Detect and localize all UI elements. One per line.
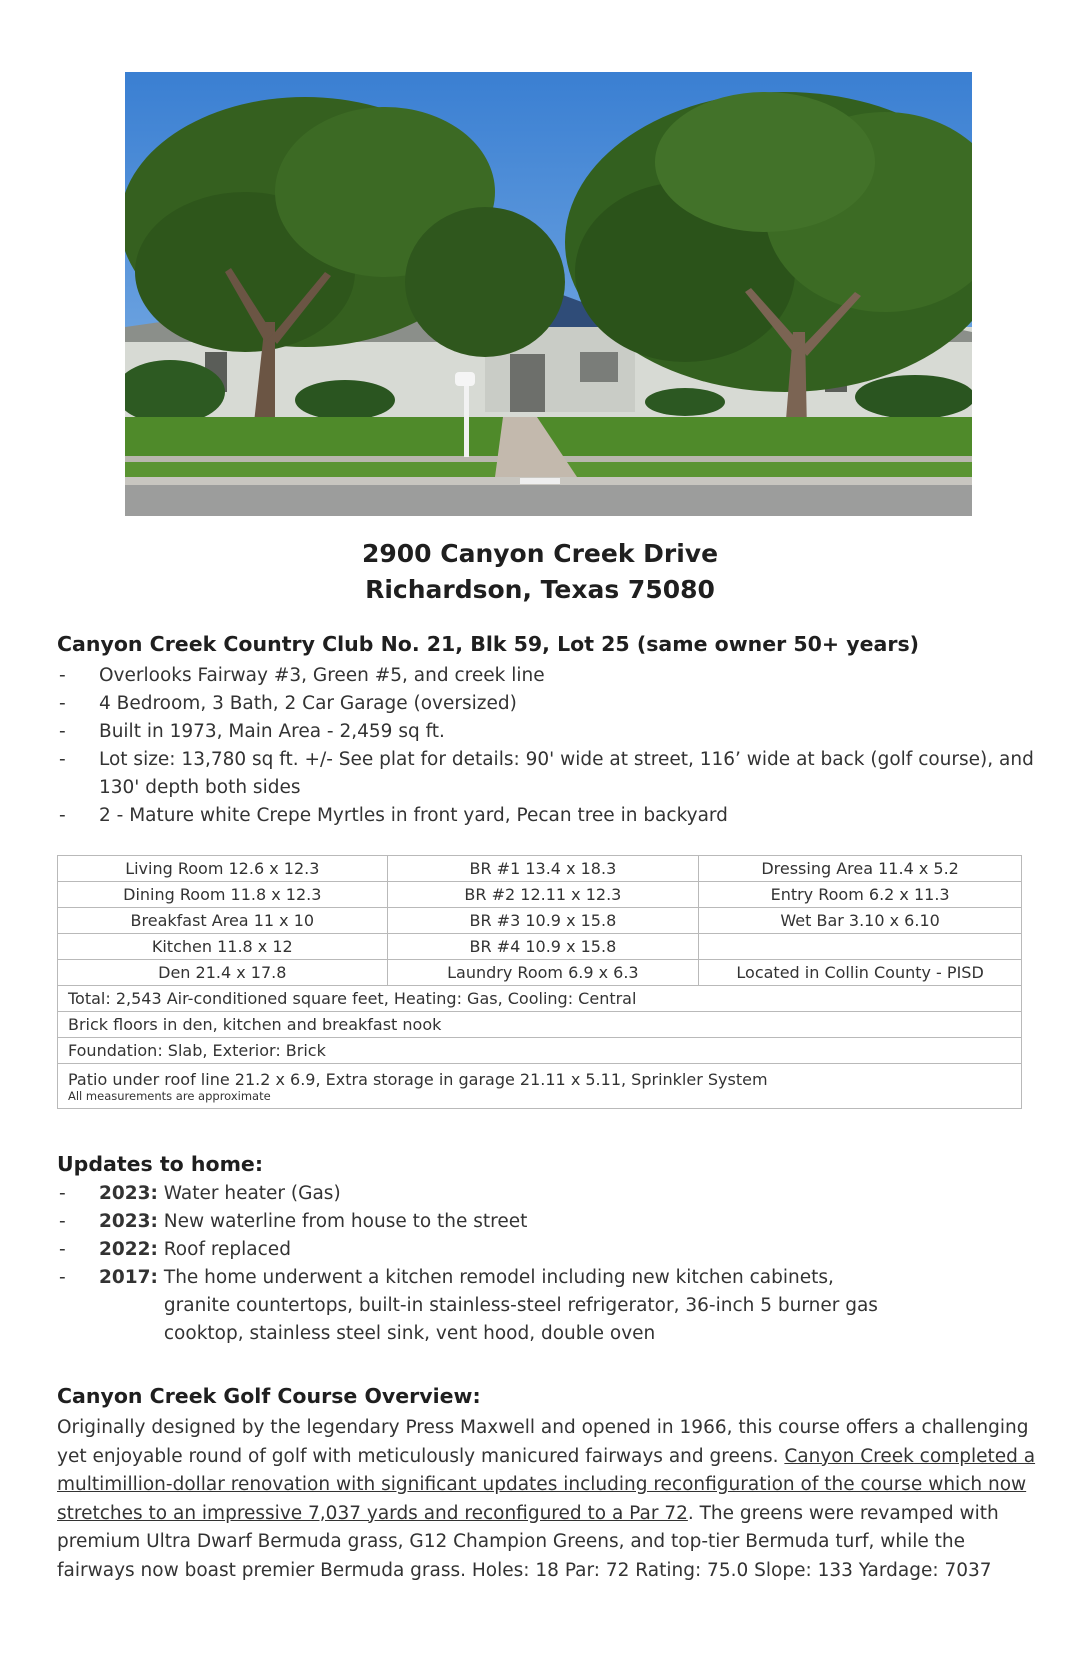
table-cell [699,934,1022,960]
table-cell-full: Total: 2,543 Air-conditioned square feet, Heating: Gas, Cooling: Central [58,986,1022,1012]
table-cell: Dining Room 11.8 x 12.3 [58,882,388,908]
table-cell: Living Room 12.6 x 12.3 [58,856,388,882]
update-item: - 2022: Roof replaced [59,1239,291,1260]
measurement-footnote: All measurements are approximate [68,1088,271,1103]
table-cell: Dressing Area 11.4 x 5.2 [699,856,1022,882]
feature-item: - Overlooks Fairway #3, Green #5, and creek line [59,665,545,686]
lot-heading: Canyon Creek Country Club No. 21, Blk 59, Lot 25 (same owner 50+ years) [57,632,920,656]
table-row [58,1064,1022,1109]
golf-heading: Canyon Creek Golf Course Overview: [57,1384,481,1408]
table-cell-full: Patio under roof line 21.2 x 6.9, Extra storage in garage 21.11 x 5.11, Sprinkler System All measurements are approximate [58,1064,1022,1109]
feature-item: - Built in 1973, Main Area - 2,459 sq ft. [59,721,445,742]
renovation-highlight: Canyon Creek completed a multimillion-dollar renovation with significant updates including reconfiguration of the course which now stretches to an impressive 7,037 yards and reconfigured to a Par 72 [57,1445,1036,1524]
table-row [58,882,1022,908]
feature-item: - 4 Bedroom, 3 Bath, 2 Car Garage (oversized) [59,693,517,714]
table-row [58,934,1022,960]
update-item: - 2023: New waterline from house to the street [59,1211,528,1232]
features-list [57,662,1047,830]
feature-item: - Lot size: 13,780 sq ft. +/- See plat for details: 90' wide at street, 116’ wide at back (golf course), and 130' depth both sides [59,749,1034,798]
table-row [58,1038,1022,1064]
table-row [58,1012,1022,1038]
golf-overview-text: Originally designed by the legendary Press Maxwell and opened in 1966, this course offers a challenging yet enjoyable round of golf with meticulously manicured fairways and greens. Canyon Creek completed a multimillion-dollar renovation with significant updates including reconfiguration of the course which now stretches to an impressive 7,037 yards and reconfigured to a Par 72. The greens were revamped with premium Ultra Dwarf Bermuda grass, G12 Champion Greens, and top-tier Bermuda turf, while the fairways now boast premier Bermuda grass. Holes: 18 Par: 72 Rating: 75.0 Slope: 133 Yardage: 7037 [57,1417,1036,1581]
table-cell: BR #4 10.9 x 15.8 [387,934,699,960]
address-line-1: 2900 Canyon Creek Drive [361,539,719,568]
table-cell: Kitchen 11.8 x 12 [58,934,388,960]
address-line-2: Richardson, Texas 75080 [365,575,715,604]
table-row [58,856,1022,882]
table-cell: Wet Bar 3.10 x 6.10 [699,908,1022,934]
table-row [58,986,1022,1012]
rooms-table [57,855,1022,1109]
table-cell: Den 21.4 x 17.8 [58,960,388,986]
house-photo-image [125,72,972,516]
table-cell: Breakfast Area 11 x 10 [58,908,388,934]
table-cell-full: Foundation: Slab, Exterior: Brick [58,1038,1022,1064]
table-cell: Laundry Room 6.9 x 6.3 [387,960,699,986]
update-item: - 2017: The home underwent a kitchen remodel including new kitchen cabinets, granite countertops, built-in stainless-steel refrigerator, 36-inch 5 burner gas cooktop, stainless steel sink, vent hood, double oven [59,1267,878,1344]
table-cell: BR #2 12.11 x 12.3 [387,882,699,908]
table-cell: BR #3 10.9 x 15.8 [387,908,699,934]
updates-list [57,1180,1047,1348]
table-cell: Located in Collin County - PISD [699,960,1022,986]
house-photo [125,72,972,516]
update-item: - 2023: Water heater (Gas) [59,1183,341,1204]
updates-heading: Updates to home: [57,1152,264,1176]
table-cell-full: Brick floors in den, kitchen and breakfast nook [58,1012,1022,1038]
table-row [58,960,1022,986]
feature-item: - 2 - Mature white Crepe Myrtles in front yard, Pecan tree in backyard [59,805,728,826]
property-address [0,536,1080,608]
table-cell: BR #1 13.4 x 18.3 [387,856,699,882]
table-cell: Entry Room 6.2 x 11.3 [699,882,1022,908]
table-row [58,908,1022,934]
